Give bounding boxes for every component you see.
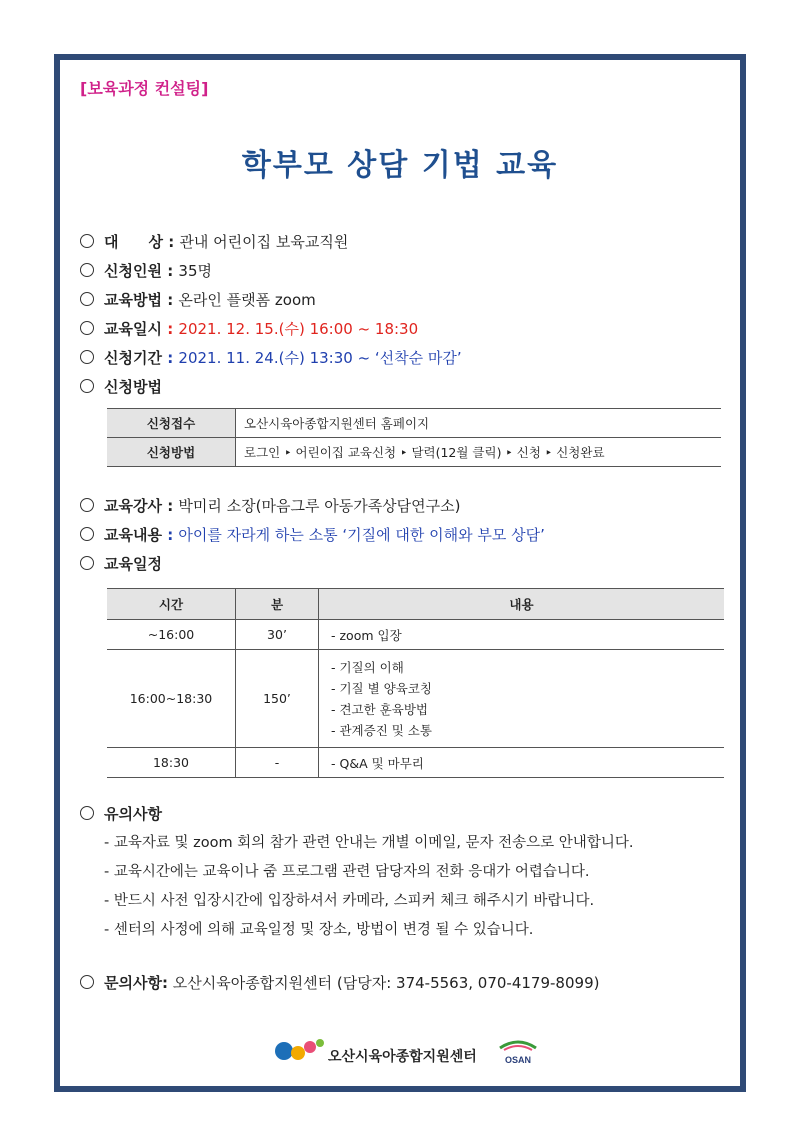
col-header-minutes: 분 <box>236 589 319 620</box>
table-cell: 오산시육아종합지원센터 홈페이지 <box>236 409 722 438</box>
circle-bullet-icon <box>80 975 94 989</box>
note-item: - 교육시간에는 교육이나 줌 프로그램 관련 담당자의 전화 응대가 어렵습니다. <box>104 864 590 880</box>
info-period: 신청기간 : 2021. 11. 24.(수) 13:30 ~ ‘선착순 마감’ <box>80 344 462 373</box>
content-cell <box>319 650 725 748</box>
table-head-cell: 신청방법 <box>107 438 236 467</box>
table-cell: 로그인 ‣ 어린이집 교육신청 ‣ 달력(12월 클릭) ‣ 신청 ‣ 신청완료 <box>236 438 722 467</box>
content-line: - 기질 별 양육코칭 <box>331 680 432 696</box>
category-tag: [보육과정 컨설팅] <box>80 79 209 98</box>
inquiry-line: 문의사항: 오산시육아종합지원센터 (담당자: 374-5563, 070-4179-8099) <box>80 972 599 993</box>
table-row <box>107 748 724 778</box>
info-method: 교육방법 : 온라인 플랫폼 zoom <box>80 286 462 315</box>
circle-bullet-icon <box>80 321 94 335</box>
content-cell: - zoom 입장 <box>319 620 725 650</box>
table-head-cell: 신청접수 <box>107 409 236 438</box>
schedule-table <box>107 588 724 778</box>
info-target: 대 상 : 관내 어린이집 보육교직원 <box>80 228 462 257</box>
note-item: - 교육자료 및 zoom 회의 참가 관련 안내는 개별 이메일, 문자 전송으로 안내합니다. <box>104 835 634 851</box>
info-list <box>80 228 462 402</box>
table-row <box>107 438 721 467</box>
col-header-content: 내용 <box>319 589 725 620</box>
info-schedule: 교육일정 <box>80 550 545 579</box>
circle-bullet-icon <box>80 806 94 820</box>
col-header-time: 시간 <box>107 589 236 620</box>
osan-city-logo-icon <box>496 1036 540 1066</box>
notes-heading: 유의사항 <box>80 800 633 829</box>
note-item: - 센터의 사정에 의해 교육일정 및 장소, 방법이 변경 될 수 있습니다. <box>104 922 534 938</box>
time-cell: ~16:00 <box>107 620 236 650</box>
note-item: - 반드시 사전 입장시간에 입장하셔서 카메라, 스피커 체크 해주시기 바랍니다. <box>104 893 595 909</box>
time-cell: 16:00~18:30 <box>107 650 236 748</box>
circle-bullet-icon <box>80 527 94 541</box>
circle-bullet-icon <box>80 556 94 570</box>
osan-city-name: OSAN <box>504 1055 532 1065</box>
info-content: 교육내용 : 아이를 자라게 하는 소통 ‘기질에 대한 이해와 부모 상담’ <box>80 521 545 550</box>
circle-bullet-icon <box>80 498 94 512</box>
table-row <box>107 620 724 650</box>
center-logo-text: 오산시육아종합지원센터 <box>328 1049 477 1065</box>
info-apply-method: 신청방법 <box>80 373 462 402</box>
content-line: - 관계증진 및 소통 <box>331 722 432 738</box>
center-logo-icon <box>274 1034 326 1064</box>
info-list-2 <box>80 492 545 579</box>
apply-table <box>107 408 721 467</box>
table-header-row <box>107 589 724 620</box>
content-line: - 견고한 훈육방법 <box>331 701 428 717</box>
info-capacity: 신청인원 : 35명 <box>80 257 462 286</box>
circle-bullet-icon <box>80 350 94 364</box>
circle-bullet-icon <box>80 263 94 277</box>
info-instructor: 교육강사 : 박미리 소장(마음그루 아동가족상담연구소) <box>80 492 545 521</box>
minutes-cell: 30’ <box>236 620 319 650</box>
minutes-cell: - <box>236 748 319 778</box>
page-title: 학부모 상담 기법 교육 <box>241 148 559 183</box>
circle-bullet-icon <box>80 292 94 306</box>
circle-bullet-icon <box>80 379 94 393</box>
time-cell: 18:30 <box>107 748 236 778</box>
content-cell: - Q&A 및 마무리 <box>319 748 725 778</box>
content-line: - 기질의 이해 <box>331 659 404 675</box>
circle-bullet-icon <box>80 234 94 248</box>
table-row <box>107 409 721 438</box>
minutes-cell: 150’ <box>236 650 319 748</box>
center-logo <box>274 1034 532 1070</box>
notes-section <box>80 800 633 945</box>
table-row <box>107 650 724 748</box>
info-datetime: 교육일시 : 2021. 12. 15.(수) 16:00 ~ 18:30 <box>80 315 462 344</box>
document-frame <box>54 54 746 1092</box>
